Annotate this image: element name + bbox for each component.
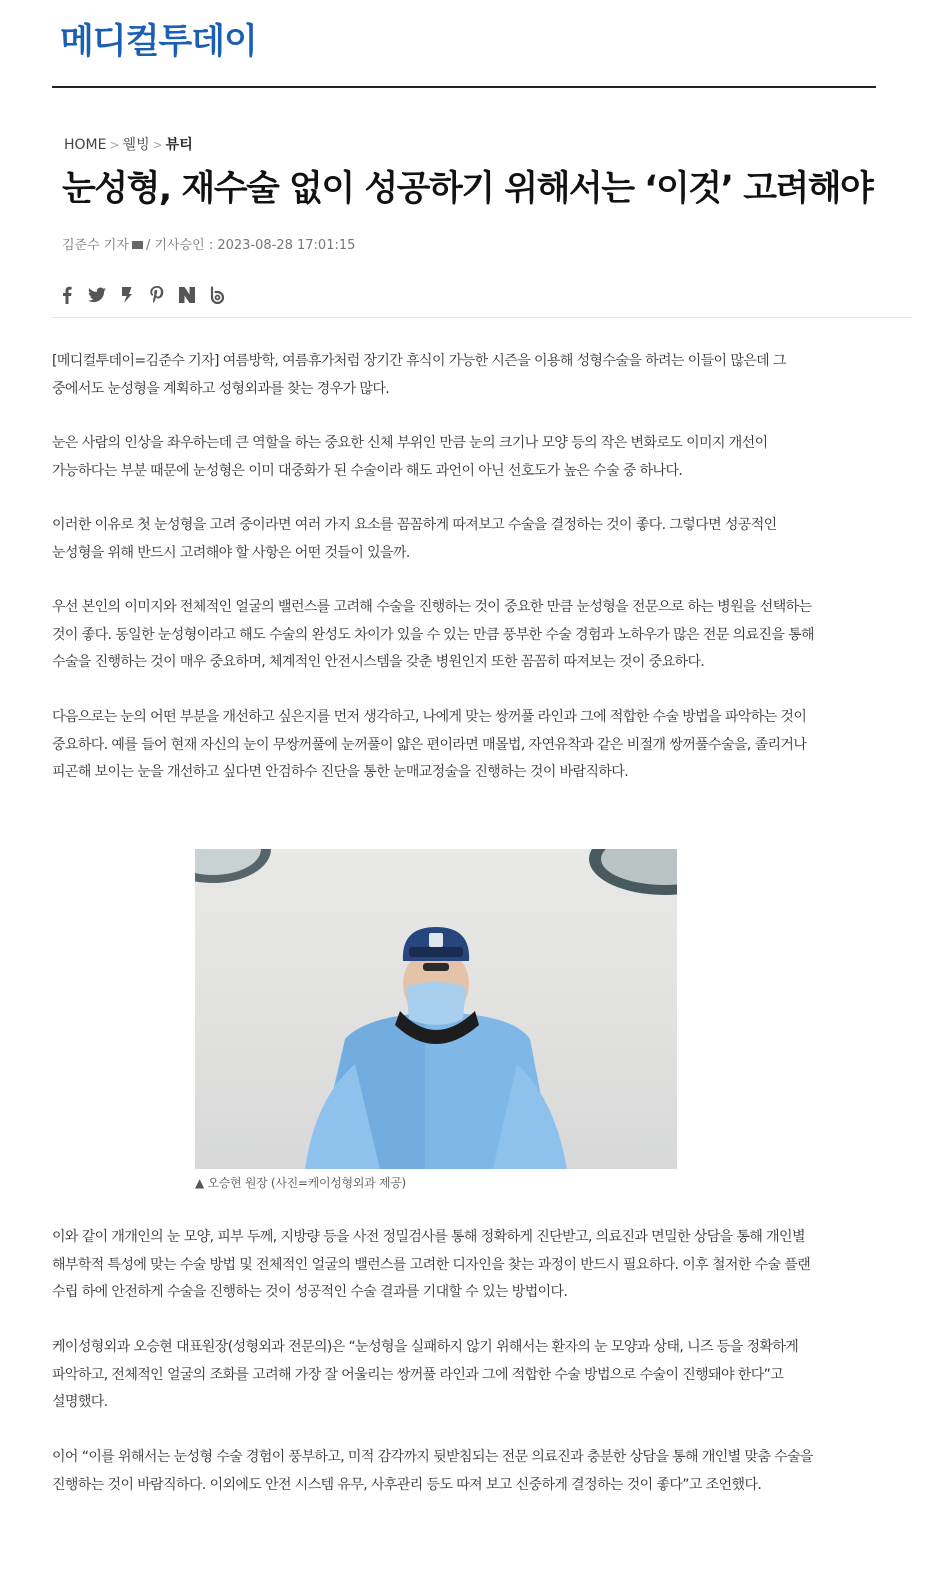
breadcrumb (64, 135, 193, 155)
breadcrumb-current[interactable]: 뷰티 (165, 137, 193, 153)
photo-caption: ▲ 오승현 원장 (사진=케이성형외과 제공) (195, 1176, 406, 1190)
band-icon[interactable] (208, 284, 226, 306)
article-paragraph: 눈은 사람의 인상을 좌우하는데 큰 역할을 하는 중요한 신체 부위인 만큼 눈의 크기나 모양 등의 작은 변화로도 이미지 개선이 가능하다는 부분 때문에 눈성형은 이미 대중화가 된 수술이라 해도 과언이 아닌 선호도가 높은 수술 중 하나다. (52, 435, 768, 479)
author-name[interactable]: 김준수 기자 (62, 238, 129, 253)
pinterest-icon[interactable] (148, 284, 166, 306)
breadcrumb-separator: > (152, 138, 163, 152)
article-paragraph: 우선 본인의 이미지와 전체적인 얼굴의 밸런스를 고려해 수술을 진행하는 것이 중요한 만큼 눈성형을 전문으로 하는 병원을 선택하는 것이 좋다. 동일한 눈성형이라고 해도 수술의 완성도 차이가 있을 수 있는 만큼 풍부한 수술 경험과 노하우가 많은 전문 의료진을 통해 수술을 진행하는 것이 매우 중요하며, 체계적인 안전시스템을 갖춘 병원인지 또한 꼼꼼히 따져보는 것이 중요하다. (52, 599, 814, 670)
breadcrumb-section[interactable]: 웰빙 (122, 137, 150, 153)
facebook-icon[interactable] (58, 284, 76, 306)
article-paragraph: 다음으로는 눈의 어떤 부분을 개선하고 싶은지를 먼저 생각하고, 나에게 맞는 쌍꺼풀 라인과 그에 적합한 수술 방법을 파악하는 것이 중요하다. 예를 들어 현재 자신의 눈이 무쌍꺼풀에 눈꺼풀이 얇은 편이라면 매몰법, 자연유착과 같은 비절개 쌍꺼풀수술을, 졸리거나 피곤해 보이는 눈을 개선하고 싶다면 안검하수 진단을 통한 눈매교정술을 진행하는 것이 바람직하다. (52, 709, 807, 780)
site-logo[interactable]: 메디컬투데이 (60, 22, 257, 62)
article-paragraph: [메디컬투데이=김준수 기자] 여름방학, 여름휴가처럼 장기간 휴식이 가능한 시즌을 이용해 성형수술을 하려는 이들이 많은데 그 중에서도 눈성형을 계획하고 성형외과를 찾는 경우가 많다. (52, 353, 786, 397)
article-photo (195, 849, 677, 1169)
article-paragraph: 이러한 이유로 첫 눈성형을 고려 중이라면 여러 가지 요소를 꼼꼼하게 따져보고 수술을 결정하는 것이 좋다. 그렇다면 성공적인 눈성형을 위해 반드시 고려해야 할 사항은 어떤 것들이 있을까. (52, 517, 777, 561)
article-paragraph: 이어 “이를 위해서는 눈성형 수술 경험이 풍부하고, 미적 감각까지 뒷받침되는 전문 의료진과 충분한 상담을 통해 개인별 맞춤 수술을 진행하는 것이 바람직하다. 이외에도 안전 시스템 유무, 사후관리 등도 따져 보고 신중하게 결정하는 것이 좋다”고 조언했다. (52, 1449, 813, 1493)
mail-icon[interactable] (132, 241, 143, 249)
breadcrumb-separator: > (109, 138, 120, 152)
article-paragraph: 이와 같이 개개인의 눈 모양, 피부 두께, 지방량 등을 사전 정밀검사를 통해 정확하게 진단받고, 의료진과 면밀한 상담을 통해 개인별 해부학적 특성에 맞는 수술 방법 및 전체적인 얼굴의 밸런스를 고려한 디자인을 찾는 과정이 반드시 필요하다. 이후 철저한 수술 플랜 수립 하에 안전하게 수술을 진행하는 것이 성공적인 수술 결과를 기대할 수 있는 방법이다. (52, 1229, 811, 1300)
article-title: 눈성형, 재수술 없이 성공하기 위해서는 ‘이것’ 고려해야 (62, 169, 873, 209)
article-paragraph: 케이성형외과 오승현 대표원장(성형외과 전문의)은 “눈성형을 실패하지 않기 위해서는 환자의 눈 모양과 상태, 니즈 등을 정확하게 파악하고, 전체적인 얼굴의 조화를 고려해 가장 잘 어울리는 쌍꺼풀 라인과 그에 적합한 수술 방법으로 수술이 진행돼야 한다”고 설명했다. (52, 1339, 799, 1410)
share-bar (58, 284, 226, 306)
header-divider (52, 86, 876, 88)
article-byline (62, 236, 355, 256)
twitter-icon[interactable] (88, 284, 106, 306)
approved-date: / 기사승인 : 2023-08-28 17:01:15 (145, 238, 356, 253)
share-divider (52, 317, 912, 318)
kakaostory-icon[interactable] (118, 284, 136, 306)
naver-icon[interactable] (178, 284, 196, 306)
breadcrumb-home[interactable]: HOME (64, 137, 107, 153)
